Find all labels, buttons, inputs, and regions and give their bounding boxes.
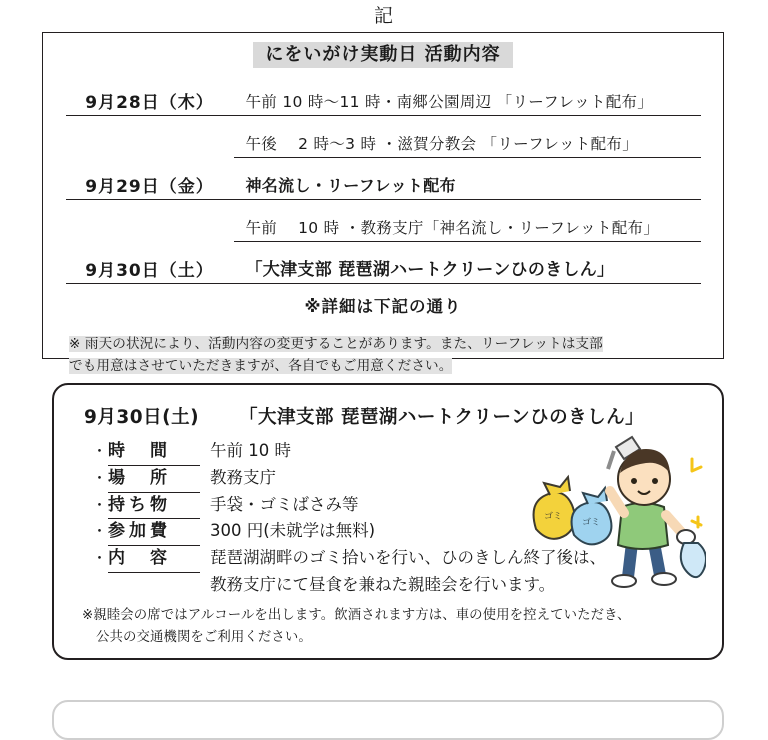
detail-label: 持ち物 [108,493,200,520]
table-row [66,74,701,116]
detail-value-continued: 教務支庁にて昼食を兼ねた親睦会を行います。 [210,575,556,595]
bullet-dot-icon: ・ [92,549,108,568]
table-row [66,200,701,242]
schedule-desc: 「大津支部 琵琶湖ハートクリーンひのきしん」 [234,242,701,284]
event-name: 「大津支部 琵琶湖ハートクリーンひのきしん」 [238,407,645,428]
event-date: 9月30日(土) [84,407,200,428]
detail-value: 教務支庁 [210,467,276,487]
schedule-desc: 午後 2 時〜3 時 ・滋賀分教会 「リーフレット配布」 [234,116,701,158]
weather-footnote [69,333,701,377]
bullet-dot-icon: ・ [92,495,108,514]
detail-label: 場 所 [108,466,200,493]
schedule-desc: 神名流し・リーフレット配布 [234,158,701,200]
schedule-date: 9月28日（木） [66,74,234,116]
page-title: 記 [373,5,394,27]
detail-value: 午前 10 時 [210,441,291,460]
schedule-table [66,74,701,284]
detail-label: 参加費 [108,519,200,546]
detail-value: 手袋・ゴミばさみ等 [210,494,359,514]
detail-value: 琵琶湖湖畔のゴミ拾いを行い、ひのきしん終了後は、 [210,548,606,568]
section-banner: にをいがけ実動日 活動内容 [253,42,512,68]
trash-bag-blue-icon [572,488,612,544]
event-detail-box [52,383,724,660]
schedule-date: 9月29日（金） [66,158,234,200]
detail-value: 300 円(未就学は無料) [210,521,376,541]
next-section-edge [52,700,724,740]
schedule-desc: 午前 10 時〜11 時・南郷公園周辺 「リーフレット配布」 [234,74,701,116]
detail-label: 時 間 [108,439,200,466]
weather-footnote-line1: ※ 雨天の状況により、活動内容の変更することがあります。また、リーフレットは支部 [69,336,603,352]
schedule-desc: 午前 10 時 ・教務支庁「神名流し・リーフレット配布」 [234,200,701,242]
table-row [66,116,701,158]
activity-schedule-box [42,32,724,375]
bullet-dot-icon: ・ [92,442,108,460]
held-bag-icon [681,543,706,577]
banner-row [43,42,723,68]
schedule-date [66,200,234,242]
bullet-dot-icon: ・ [92,468,108,487]
trash-bag-label: ゴミ [544,512,563,522]
alcohol-note-line2: 公共の交通機関をご利用ください。 [96,629,312,645]
detail-reference-note: ※詳細は下記の通り [304,297,462,316]
trash-bag-label: ゴミ [582,518,601,528]
cleanup-volunteer-illustration [496,425,706,605]
alcohol-note [82,605,722,648]
trash-bag-yellow-icon [534,477,575,539]
detail-label: 内 容 [108,546,200,573]
table-row [66,158,701,200]
bullet-dot-icon: ・ [92,522,108,541]
weather-footnote-line2: でも用意はさせていただきますが、各自でもご用意ください。 [69,358,453,375]
schedule-date [66,116,234,158]
alcohol-note-line1: ※親睦会の席ではアルコールを出します。飲酒されます方は、車の使用を控えていただき、 [82,608,631,624]
table-row [66,242,701,284]
schedule-date: 9月30日（土） [66,242,234,284]
